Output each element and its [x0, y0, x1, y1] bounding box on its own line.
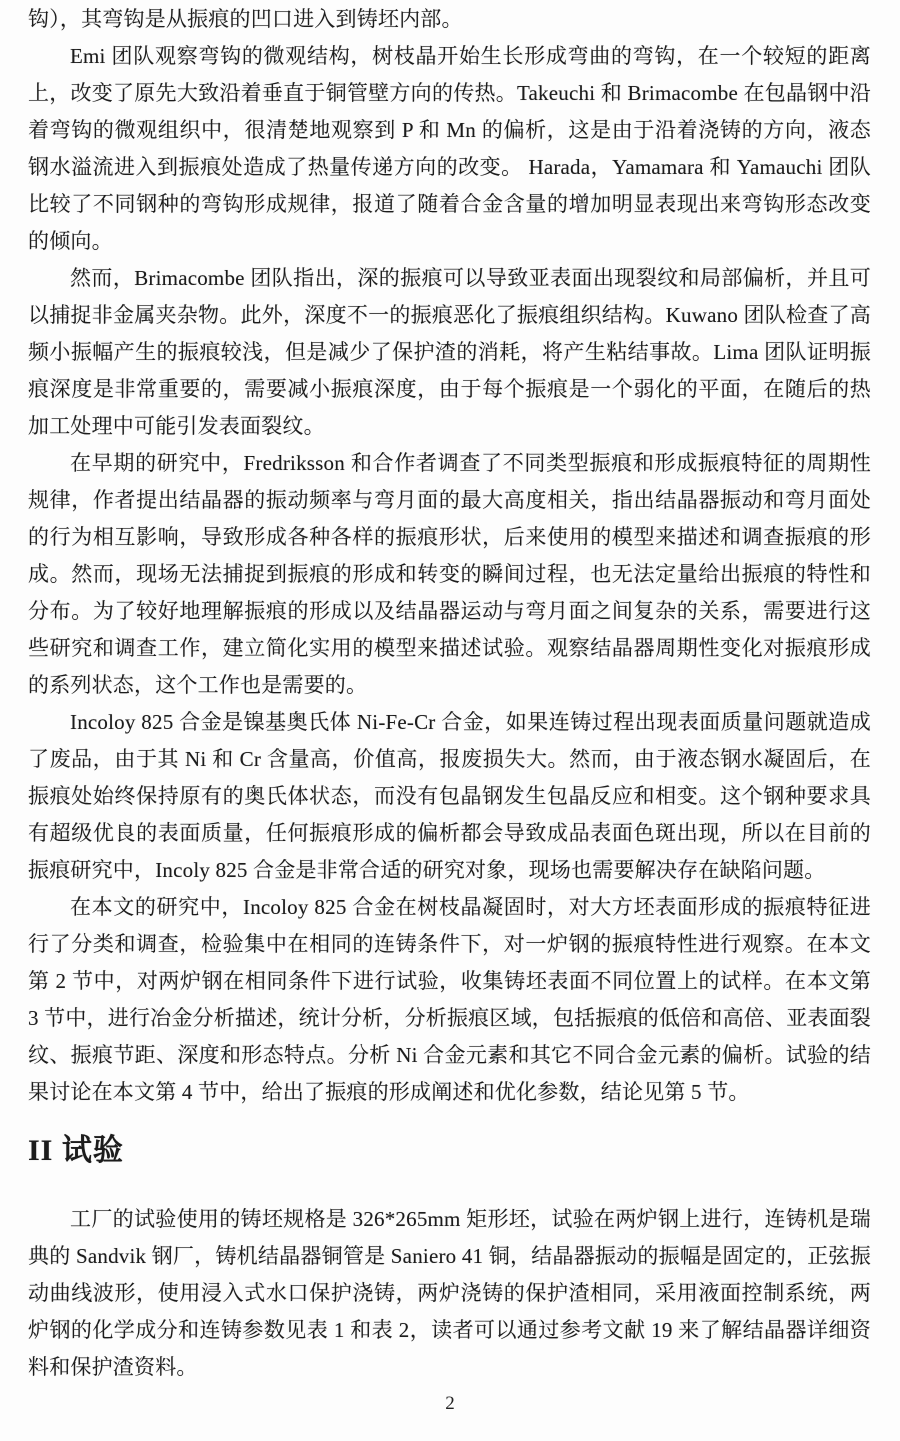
- paragraph: 在本文的研究中，Incoloy 825 合金在树枝晶凝固时，对大方坯表面形成的振痕特征进行了分类和调查，检验集中在相同的连铸条件下，对一炉钢的振痕特性进行观察。在本文第 2 节中，对两炉钢在相同条件下进行试验，收集铸坯表面不同位置上的试样。在本文第 3 节中，进行冶金分析描述，统计分析，分析振痕区域，包括振痕的低倍和高倍、亚表面裂纹、振痕节距、深度和形态特点。分析 Ni 合金元素和其它不同合金元素的偏析。试验的结果讨论在本文第 4 节中，给出了振痕的形成阐述和优化参数，结论见第 5 节。: [28, 895, 871, 1104]
- page-number: 2: [445, 1393, 455, 1414]
- paragraph: 然而，Brimacombe 团队指出，深的振痕可以导致亚表面出现裂纹和局部偏析，并且可以捕捉非金属夹杂物。此外，深度不一的振痕恶化了振痕组织结构。Kuwano 团队检查了高频小振幅产生的振痕较浅，但是减少了保护渣的消耗，将产生粘结事故。Lima 团队证明振痕深度是非常重要的，需要减小振痕深度，由于每个振痕是一个弱化的平面，在随后的热加工处理中可能引发表面裂纹。: [28, 266, 871, 438]
- paragraph: Incoloy 825 合金是镍基奥氏体 Ni-Fe-Cr 合金，如果连铸过程出现表面质量问题就造成了废品，由于其 Ni 和 Cr 含量高，价值高，报废损失大。然而，由于液态钢水凝固后，在振痕处始终保持原有的奥氏体状态，而没有包晶钢发生包晶反应和相变。这个钢种要求具有超级优良的表面质量，任何振痕形成的偏析都会导致成品表面色斑出现，所以在目前的振痕研究中，Incoly 825 合金是非常合适的研究对象，现场也需要解决存在缺陷问题。: [28, 710, 871, 882]
- paragraph: 工厂的试验使用的铸坯规格是 326*265mm 矩形坯，试验在两炉钢上进行，连铸机是瑞典的 Sandvik 钢厂，铸机结晶器铜管是 Saniero 41 铜，结晶器振动的振幅是固定的，正弦振动曲线波形，使用浸入式水口保护浇铸，两炉浇铸的保护渣相同，采用液面控制系统，两炉钢的化学成分和连铸参数见表 1 和表 2，读者可以通过参考文献 19 来了解结晶器详细资料和保护渣资料。: [28, 1207, 871, 1379]
- paragraph: 在早期的研究中，Fredriksson 和合作者调查了不同类型振痕和形成振痕特征的周期性规律，作者提出结晶器的振动频率与弯月面的最大高度相关，指出结晶器振动和弯月面处的行为相互影响，导致形成各种各样的振痕形状，后来使用的模型来描述和调查振痕的形成。然而，现场无法捕捉到振痕的形成和转变的瞬间过程，也无法定量给出振痕的特性和分布。为了较好地理解振痕的形成以及结晶器运动与弯月面之间复杂的关系，需要进行这些研究和调查工作，建立简化实用的模型来描述试验。观察结晶器周期性变化对振痕形成的系列状态，这个工作也是需要的。: [28, 451, 871, 697]
- section-heading-experiment: II 试验: [28, 1134, 124, 1167]
- paragraph-continuation: 钩），其弯钩是从振痕的凹口进入到铸坯内部。: [28, 7, 463, 31]
- paragraph: Emi 团队观察弯钩的微观结构，树枝晶开始生长形成弯曲的弯钩，在一个较短的距离上，改变了原先大致沿着垂直于铜管壁方向的传热。Takeuchi 和 Brimacombe 在包晶钢中沿着弯钩的微观组织中，很清楚地观察到 P 和 Mn 的偏析，这是由于沿着浇铸的方向，液态钢水溢流进入到振痕处造成了热量传递方向的改变。 Harada，Yamamara 和 Yamauchi 团队比较了不同钢种的弯钩形成规律，报道了随着合金含量的增加明显表现出来弯钩形态改变的倾向。: [28, 44, 871, 253]
